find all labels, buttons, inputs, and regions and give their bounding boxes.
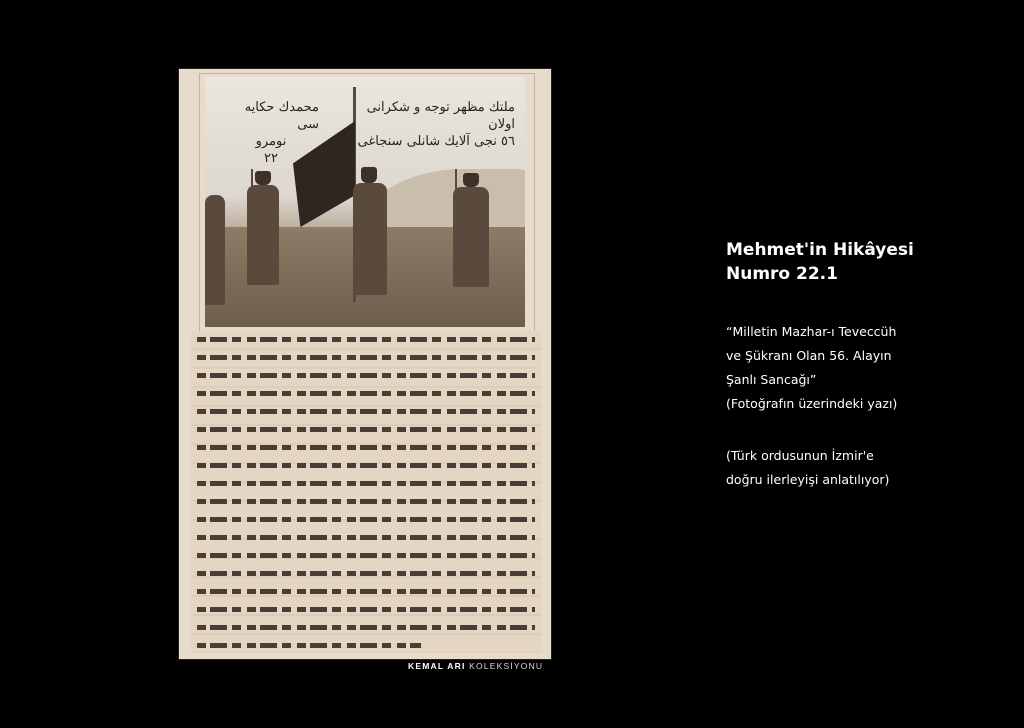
script-line — [197, 625, 535, 630]
credit-name: KEMAL ARI — [408, 661, 466, 671]
script-line — [197, 445, 535, 450]
script-line — [197, 409, 535, 414]
regiment-flag-photo — [205, 77, 525, 327]
handwritten-letter — [191, 331, 541, 653]
soldier-left-head — [255, 171, 271, 185]
script-line — [197, 337, 535, 342]
photo-quote — [726, 320, 897, 416]
context-note — [726, 444, 889, 492]
script-line — [197, 535, 535, 540]
story-title — [726, 238, 914, 286]
script-line — [197, 391, 535, 396]
soldier-center-head — [361, 167, 377, 183]
script-line — [197, 463, 535, 468]
quote-line: ve Şükranı Olan 56. Alayın — [726, 348, 892, 363]
soldier-edge — [205, 195, 225, 305]
script-line — [197, 373, 535, 378]
photo-inscription-left: محمدك حكايه سى نومرو ٢٢ — [244, 100, 319, 166]
story-title-line: Mehmet'in Hikâyesi — [726, 240, 914, 260]
quote-line: “Milletin Mazhar-ı Teveccüh — [726, 324, 897, 339]
quote-source-line: (Fotoğrafın üzerindeki yazı) — [726, 396, 898, 411]
story-number-line: Numro 22.1 — [726, 264, 838, 284]
photo-inscription-right: ملتك مظهر توجه و شكرانى اولان ٥٦ نجى آلايك شانلى سنجاغى — [357, 100, 515, 149]
soldier-right — [453, 187, 489, 287]
soldier-center — [353, 183, 387, 295]
script-line — [197, 607, 535, 612]
script-line — [197, 571, 535, 576]
soldier-right-head — [463, 173, 479, 187]
collection-credit — [408, 661, 543, 671]
script-line — [197, 499, 535, 504]
script-line — [197, 517, 535, 522]
historical-postcard — [178, 68, 552, 660]
rifle-right — [455, 169, 457, 269]
quote-line: Şanlı Sancağı” — [726, 372, 817, 387]
note-line: doğru ilerleyişi anlatılıyor) — [726, 472, 890, 487]
script-line — [197, 427, 535, 432]
script-line — [197, 355, 535, 360]
script-line — [197, 589, 535, 594]
note-line: (Türk ordusunun İzmir'e — [726, 448, 874, 463]
script-line — [197, 481, 535, 486]
rifle-left — [251, 169, 253, 259]
script-line — [197, 553, 535, 558]
credit-collection: KOLEKSİYONU — [469, 661, 544, 671]
script-line — [197, 643, 421, 648]
